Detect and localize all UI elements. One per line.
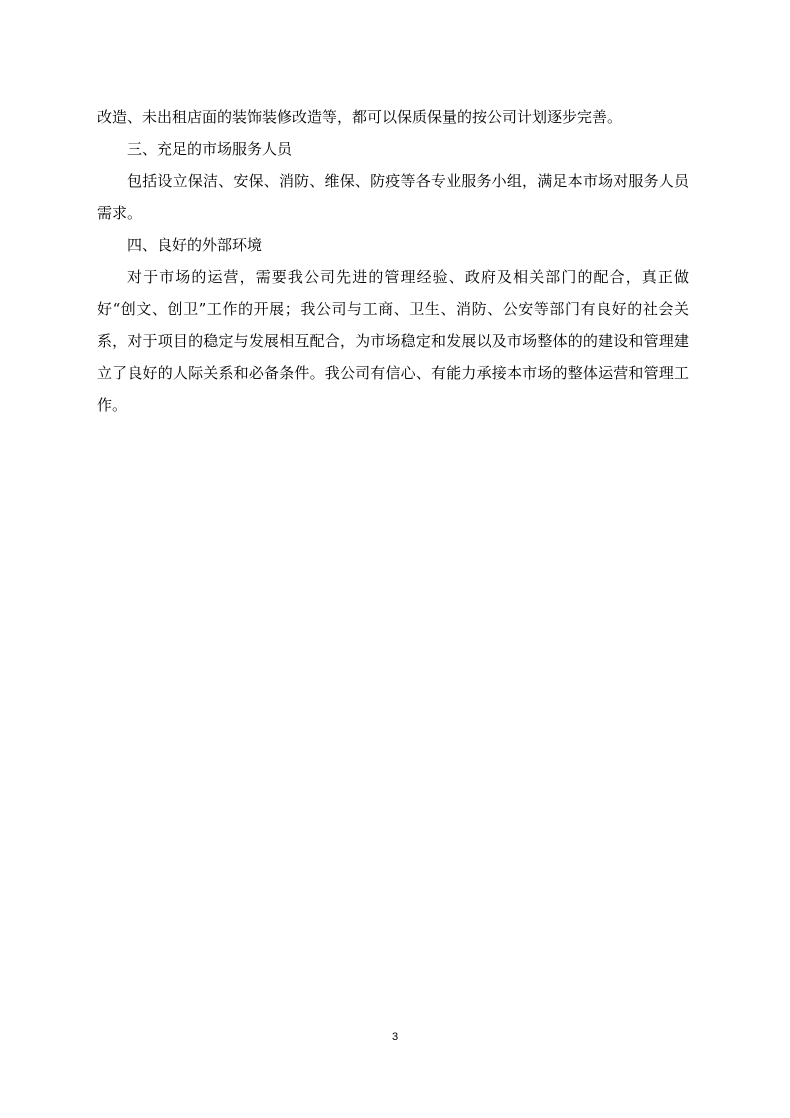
- section-heading-external-environment: 四、良好的外部环境: [127, 236, 263, 254]
- document-body: [97, 101, 689, 421]
- paragraph-external-environment: 对于市场的运营，需要我公司先进的管理经验、政府及相关部门的配合，真正做好“创文、创卫”工作的开展；我公司与工商、卫生、消防、公安等部门有良好的社会关系，对于项目的稳定与发展相互配合，为市场稳定和发展以及市场整体的的建设和管理建立了良好的人际关系和必备条件。我公司有信心、有能力承接本市场的整体运营和管理工作。: [97, 268, 689, 414]
- page-number: 3: [391, 1031, 399, 1043]
- paragraph-service-staff: 包括设立保洁、安保、消防、维保、防疫等各专业服务小组，满足本市场对服务人员需求。: [97, 172, 689, 222]
- paragraph-continuation: 改造、未出租店面的装饰装修改造等，都可以保质保量的按公司计划逐步完善。: [97, 108, 623, 126]
- section-heading-service-staff: 三、充足的市场服务人员: [127, 140, 293, 158]
